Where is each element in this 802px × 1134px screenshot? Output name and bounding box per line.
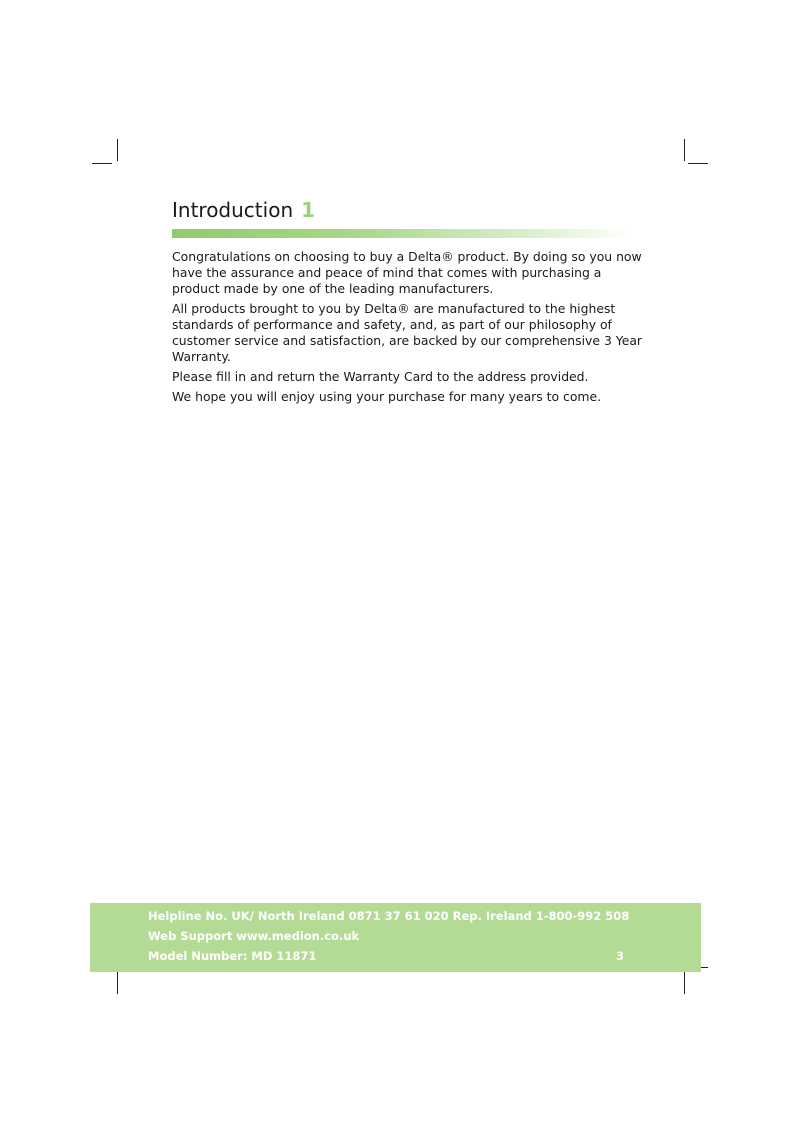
- footer-band: [90, 903, 701, 972]
- section-heading: [172, 196, 315, 224]
- crop-mark-top-left-horizontal: [92, 163, 112, 164]
- crop-mark-bottom-right-vertical: [684, 972, 685, 994]
- page-number: 3: [616, 949, 625, 963]
- chapter-number: 1: [301, 198, 316, 222]
- crop-mark-top-right-vertical: [684, 139, 685, 161]
- heading-underline-bar: [172, 229, 632, 238]
- helpline-text: Helpline No. UK/ North Ireland 0871 37 61 020 Rep. Ireland 1-800-992 508: [148, 909, 630, 923]
- section-title: Introduction: [172, 198, 294, 222]
- paragraph: We hope you will enjoy using your purchase for many years to come.: [172, 389, 602, 404]
- model-number-text: Model Number: MD 11871: [148, 949, 317, 963]
- paragraph: Please fill in and return the Warranty Card to the address provided.: [172, 369, 589, 384]
- paragraph: All products brought to you by Delta® are manufactured to the highest standards of performance and safety, and, as part of our philosophy of customer service and satisfaction, are backed by our comprehensive 3 Year Warranty.: [172, 301, 643, 364]
- crop-mark-top-left-vertical: [117, 139, 118, 161]
- introduction-body: [172, 249, 642, 409]
- crop-mark-bottom-left-vertical: [117, 972, 118, 994]
- crop-mark-top-right-horizontal: [688, 163, 708, 164]
- web-support-text: Web Support www.medion.co.uk: [148, 929, 360, 943]
- paragraph: Congratulations on choosing to buy a Delta® product. By doing so you now have the assurance and peace of mind that comes with purchasing a product made by one of the leading manufacturers.: [172, 249, 642, 296]
